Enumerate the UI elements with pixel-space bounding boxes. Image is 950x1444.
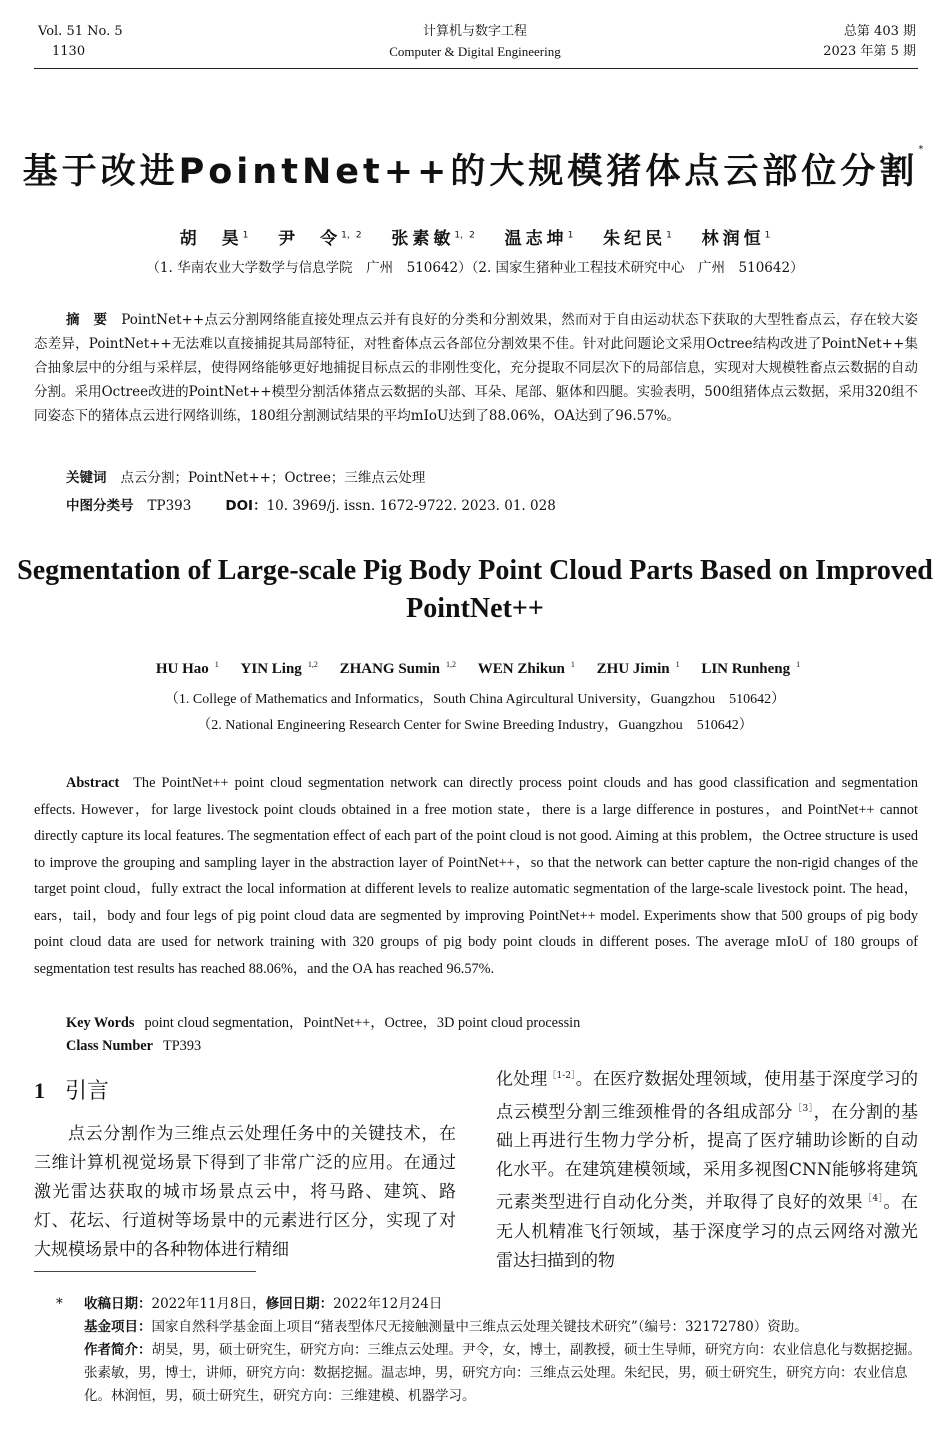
class-en: [66, 1038, 916, 1055]
author-cn: 胡 昊$^1$: [179, 229, 249, 249]
section-heading: [34, 1074, 109, 1105]
author-en: ZHU Jimin $^1$: [596, 660, 680, 677]
keywords-cn: [66, 466, 916, 490]
journal-name-en: Computer & Digital Engineering: [389, 44, 561, 59]
author-list-en: [0, 660, 950, 678]
journal-name-cn: 计算机与数字工程: [422, 24, 527, 39]
footnote-fund: 基金项目：国家自然科学基金面上项目“猪表型体尺无接触测量中三维点云处理关键技术研究”（编号：32172780）资助。: [84, 1319, 808, 1335]
paper-title-cn: [0, 144, 950, 194]
citation-ref: ［1-2］: [547, 1071, 576, 1081]
affiliation-en-2: （2. National Engineering Research Center for Swine Breeding Industry，Guangzhou 510642）: [197, 718, 753, 733]
doi-label: DOI：: [225, 498, 267, 514]
author-en: LIN Runheng $^1$: [701, 660, 801, 677]
keywords-text-en: point cloud segmentation，PointNet++，Octree，3D point cloud processin: [144, 1015, 581, 1031]
body-column-right: 化处理$^{[1-2]}$。在医疗数据处理领域，使用基于深度学习的点云模型分割三维颈椎骨的各组成部分$^{[3]}$，在分割的基础上再进行生物力学分析，提高了医疗辅助诊断的自动化水平。在建筑建模领域，采用多视图CNN能够将建筑元素类型进行自动化分类，并取得了良好的效果$^{[4]}$。在无人机精准飞行领域，基于深度学习的点云网络对激光雷达扫描到的物: [496, 1069, 919, 1271]
affiliation-en-1: （1. College of Mathematics and Informatics，South China Agircultural University，Guangzhou 510642）: [164, 692, 786, 707]
abstract-text-en: The PointNet++ point cloud segmentation network can directly process point clouds and has good classification and segmentation effects. However，for large livestock point clouds obtained in a free motion state，there is a large difference in postures，and PointNet++ cannot directly capture its local features. The segmentation effect of each part of the point cloud is not good. Aiming at this problem，the Octree structure is used to improve the grouping and sampling layer in the abstraction layer of PointNet++，so that the network can better capture the non-rigid changes of the target point cloud，fully extract the local information at different levels to realize automatic segmentation of the large-scale livestock point. The head，ears，tail，body and four legs of pig point cloud data are segmented by improving PointNet++ model. Experiments show that 500 groups of pig body point cloud data are used for network training with 320 groups of pig body point clouds in different poses. The average mIoU of 180 groups of segmentation test results has reached 88.06%，and the OA has reached 96.57%.: [34, 775, 918, 977]
class-value-en: TP393: [162, 1038, 202, 1054]
issue-year: 2023 年第 5 期: [823, 44, 916, 59]
page-number: 1130: [52, 44, 86, 59]
paper-title-en: Segmentation of Large-scale Pig Body Point Cloud Parts Based on Improved PointNet++: [17, 555, 933, 624]
section-number: 1: [34, 1078, 45, 1103]
title-footnote-mark: *: [918, 144, 928, 155]
keywords-label-en: Key Words: [66, 1015, 135, 1031]
header-rule: [34, 68, 918, 69]
author-cn: 温志坤$^1$: [504, 229, 574, 249]
footnote-bio: 作者简介：胡昊，男，硕士研究生，研究方向：三维点云处理。尹令，女，博士，副教授，硕士生导师，研究方向：农业信息化与数据挖掘。张素敏，男，博士，讲师，研究方向：数据挖掘。温志坤，男，研究方向：三维点云处理。朱纪民，男，硕士研究生，研究方向：农业信息化。林润恒，男，硕士研究生，研究方向：三维建模、机器学习。: [84, 1342, 921, 1404]
body-column-left: 点云分割作为三维点云处理任务中的关键技术，在三维计算机视觉场景下得到了非常广泛的应用。在通过激光雷达获取的城市场景点云中，将马路、建筑、路灯、花坛、行道树等场景中的元素进行区分，实现了对大规模场景中的各种物体进行精细: [34, 1124, 456, 1260]
keywords-text-cn: 点云分割；PointNet++；Octree；三维点云处理: [120, 470, 426, 486]
header-right: [823, 22, 916, 62]
class-value-cn: TP393: [147, 498, 192, 514]
author-list-cn: [0, 224, 950, 249]
footnote-mark: *: [56, 1296, 63, 1312]
author-cn: 朱纪民$^1$: [603, 229, 672, 249]
author-en: WEN Zhikun $^1$: [477, 660, 575, 677]
abstract-label-en: Abstract: [66, 775, 120, 791]
affiliation-cn: （1. 华南农业大学数学与信息学院 广州 510642）（2. 国家生猪种业工程技术研究中心 广州 510642）: [146, 260, 804, 276]
keywords-en: [66, 1012, 916, 1032]
section-title: 引言: [65, 1079, 110, 1104]
class-doi-cn: [66, 494, 916, 518]
citation-ref: ［3］: [793, 1103, 814, 1114]
class-label-cn: 中图分类号: [66, 498, 134, 514]
author-cn: 林润恒$^1$: [701, 229, 771, 249]
author-cn: 张素敏$^{1,2}$: [391, 229, 475, 249]
header-center: [0, 22, 950, 62]
citation-ref: ［4］: [862, 1194, 884, 1205]
class-label-en: Class Number: [66, 1038, 153, 1054]
doi-value: 10. 3969/j. issn. 1672-9722. 2023. 01. 028: [266, 498, 556, 514]
footnote: [56, 1293, 924, 1408]
author-en: ZHANG Sumin $^{1,2}$: [339, 660, 457, 677]
abstract-en: [34, 770, 918, 982]
abstract-label-cn: 摘 要: [66, 312, 108, 328]
author-en: YIN Ling $^{1,2}$: [240, 660, 318, 677]
author-cn: 尹 令$^{1,2}$: [278, 229, 362, 249]
author-en: HU Hao $^1$: [155, 660, 219, 677]
keywords-label-cn: 关键词: [66, 470, 107, 486]
volume-number: Vol. 51 No. 5: [38, 24, 123, 39]
abstract-text-cn: PointNet++点云分割网络能直接处理点云并有良好的分类和分割效果，然而对于自由运动状态下获取的大型牲畜点云，存在较大姿态差异，PointNet++无法难以直接捕捉其局部特征，对牲畜体点云各部位分割效果不佳。针对此问题论文采用Octree结构改进了PointNet++集合抽象层中的分组与采样层，使得网络能够更好地捕捉目标点云的非刚性变化，充分提取不同层次下的局部信息，实现对大规模牲畜点云数据的自动分割。采用Octree改进的PointNet++模型分割活体猪点云数据的头部、耳朵、尾部、躯体和四腿。实验表明，500组猪体点云数据，采用320组不同姿态下的猪体点云进行网络训练，180组分割测试结果的平均mIoU达到了88.06%，OA达到了96.57%。: [34, 312, 918, 424]
footnote-dates: 收稿日期：2022年11月8日，修回日期：2022年12月24日: [84, 1296, 443, 1312]
issue-total: 总第 403 期: [843, 24, 916, 39]
abstract-cn: [34, 308, 918, 428]
footnote-rule: [34, 1271, 256, 1272]
title-text: 基于改进PointNet++的大规模猪体点云部位分割: [22, 152, 919, 192]
